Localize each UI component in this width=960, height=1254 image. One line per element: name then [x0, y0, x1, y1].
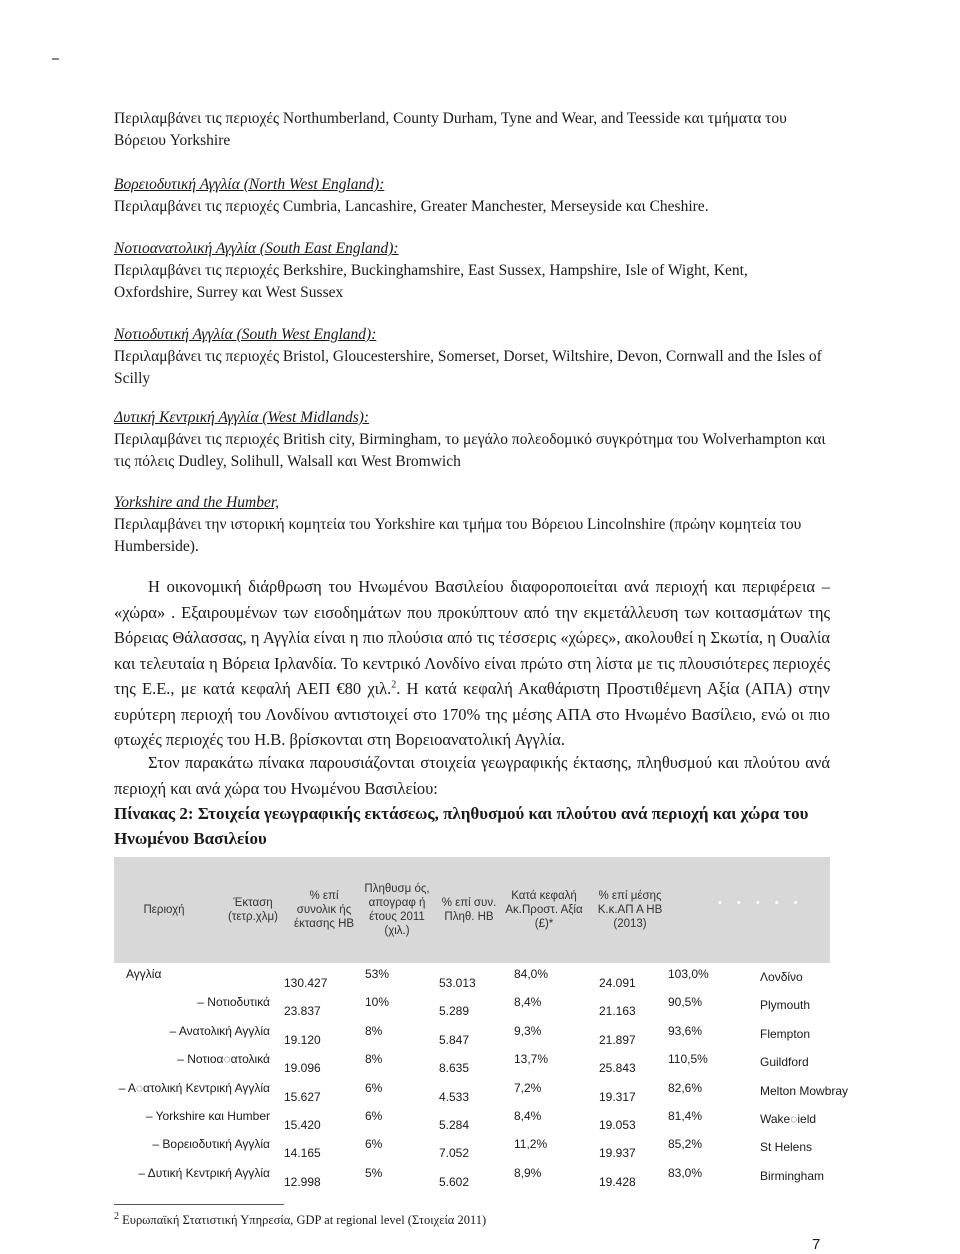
table-header	[114, 857, 830, 963]
cell-area-pct: 10%	[365, 995, 390, 1010]
regions-table	[114, 857, 849, 1194]
cell-area: 23.837	[284, 1004, 321, 1019]
economy-paragraph	[114, 574, 830, 753]
region-yorkshire	[114, 492, 830, 558]
region-heading: Νοτιοανατολική Αγγλία (South East England):	[114, 240, 399, 257]
header-area: Έκταση (τετρ.χλμ)	[227, 897, 279, 923]
cell-city: Plymouth	[760, 998, 811, 1013]
cell-gva-pct: 90,5%	[668, 995, 703, 1010]
region-text: Περιλαμβάνει τις περιοχές British city, Birmingham, το μεγάλο πολεοδομικό συγκρότημα του Wolverhampton και τις πόλεις Dudley, Solihull, Walsall και West Bromwich	[114, 431, 826, 470]
region-text: Περιλαμβάνει τις περιοχές Berkshire, Buckinghamshire, East Sussex, Hampshire, Isle of Wight, Kent, Oxfordshire, Surrey και West Sussex	[114, 262, 748, 301]
cell-area-pct: 6%	[365, 1080, 383, 1095]
table-row	[114, 967, 830, 995]
header-pop-pct: % επί συν. Πληθ. ΗΒ	[441, 897, 497, 923]
cell-area-pct: 6%	[365, 1108, 383, 1123]
cell-area: 19.120	[284, 1032, 321, 1047]
cell-gva-pct: 85,2%	[668, 1137, 703, 1152]
cell-gva: 19.053	[599, 1117, 636, 1132]
cell-gva: 19.317	[599, 1089, 636, 1104]
cell-area: 19.096	[284, 1061, 321, 1076]
region-north-west	[114, 174, 830, 218]
cell-region: Αγγλία	[126, 967, 162, 981]
region-text: Περιλαμβάνει την ιστορική κομητεία του Yorkshire και τμήμα του Βόρειου Lincolnshire (πρώην κομητεία του Humberside).	[114, 516, 802, 555]
cell-gva-pct: 110,5%	[668, 1052, 708, 1067]
table-row	[114, 1137, 830, 1165]
cell-pop-pct: 8,4%	[514, 995, 542, 1010]
cell-area-pct: 8%	[365, 1023, 383, 1038]
cell-city: Flempton	[760, 1026, 811, 1041]
cell-city: St Helens	[760, 1140, 813, 1155]
cell-pop: 8.635	[439, 1061, 470, 1076]
cell-pop: 5.284	[439, 1117, 470, 1132]
region-south-west	[114, 324, 830, 390]
cell-city: Guildford	[760, 1055, 809, 1070]
cell-gva-pct: 103,0%	[668, 967, 709, 981]
table-row	[114, 1052, 830, 1080]
cell-region: – Yorkshire και Humber	[145, 1108, 270, 1123]
cell-gva: 19.428	[599, 1174, 636, 1189]
region-text: Περιλαμβάνει τις περιοχές Cumbria, Lancashire, Greater Manchester, Merseyside και Cheshire.	[114, 198, 709, 215]
cell-region: – Νοτιοα◌ατολικά	[177, 1052, 270, 1067]
table-body	[114, 967, 849, 1194]
cell-pop: 53.013	[439, 976, 476, 990]
intro-text: Περιλαμβάνει τις περιοχές Northumberland, County Durham, Tyne and Wear, and Teesside και τμήματα του Βόρειου Yorkshire	[114, 110, 787, 149]
table-row	[114, 1109, 830, 1137]
region-heading: Δυτική Κεντρική Αγγλία (West Midlands):	[114, 409, 370, 426]
cell-gva-pct: 82,6%	[668, 1080, 703, 1095]
economy-text-b: . Η κατά κεφαλή Ακαθάριστη Προστιθέμενη Αξία (ΑΠΑ) στην ευρύτερη περιοχή του Λονδίνου αντιστοιχεί στο 170% της μέσης ΑΠΑ στο Ηνωμένο Βασίλειο, ενώ οι πιο φτωχές περιοχές του Η.Β. βρίσκονται στη Βορειοανατολική Αγγλία.	[114, 679, 830, 749]
cell-gva: 25.843	[599, 1061, 636, 1076]
cell-city: Λονδίνο	[760, 970, 803, 984]
region-west-midlands	[114, 407, 830, 473]
cell-area: 14.165	[284, 1146, 321, 1161]
table-row	[114, 1166, 830, 1194]
economy-text-a: Η οικονομική διάρθρωση του Ηνωμένου Βασιλείου διαφοροποιείται ανά περιοχή και περιφέρεια – «χώρα» . Εξαιρουμένων των εισοδημάτων που προκύπτουν από την εκμετάλλευση των κοιτασμάτων της Βόρειας Θάλασσας, η Αγγλία είναι η πιο πλούσια από τις τέσσερις «χώρες», ακολουθεί η Σκωτία, η Ουαλία και τελευταία η Βόρεια Ιρλανδία. Το κεντρικό Λονδίνο είναι πρώτο στη λίστα με τις πλουσιότερες περιοχές της Ε.Ε., με κατά κεφαλή ΑΕΠ €80 χιλ.	[114, 577, 830, 698]
cell-region: – Νοτιοδυτικά	[197, 995, 270, 1010]
cell-area: 15.627	[284, 1089, 321, 1104]
cell-area-pct: 53%	[365, 967, 390, 981]
cell-city: Melton Mowbray	[760, 1083, 849, 1098]
page-number: 7	[812, 1236, 821, 1253]
cell-pop: 5.847	[439, 1032, 470, 1047]
scan-speck	[52, 58, 59, 60]
cell-pop: 7.052	[439, 1146, 470, 1161]
footnote-divider	[114, 1204, 284, 1205]
cell-region: – Α◌ατολική Κεντρική Αγγλία	[118, 1080, 270, 1095]
footnote-text: Ευρωπαϊκή Στατιστική Υπηρεσία, GDP at regional level (Στοιχεία 2011)	[122, 1213, 487, 1227]
cell-gva: 24.091	[599, 976, 636, 990]
cell-pop-pct: 11,2%	[514, 1137, 548, 1152]
footnote-ref: 2	[391, 679, 397, 691]
header-area-pct: % επί συνολικ ής έκτασης ΗΒ	[293, 890, 355, 930]
region-heading: Yorkshire and the Humber,	[114, 494, 280, 511]
cell-area-pct: 5%	[365, 1165, 383, 1180]
cell-area: 12.998	[284, 1174, 321, 1189]
cell-region: – Δυτική Κεντρική Αγγλία	[138, 1165, 270, 1180]
cell-gva: 19.937	[599, 1146, 636, 1161]
cell-area-pct: 8%	[365, 1052, 383, 1067]
header-region: Περιοχή	[143, 904, 185, 916]
cell-pop-pct: 7,2%	[514, 1080, 542, 1095]
footnote	[114, 1212, 486, 1228]
cell-gva: 21.163	[599, 1004, 636, 1019]
cell-pop-pct: 9,3%	[514, 1023, 542, 1038]
header-city: • • • • •	[718, 897, 804, 909]
cell-pop-pct: 13,7%	[514, 1052, 549, 1067]
table-intro-paragraph: Στον παρακάτω πίνακα παρουσιάζονται στοιχεία γεωγραφικής έκτασης, πληθυσμού και πλούτου ανά περιοχή και ανά χώρα του Ηνωμένου Βασιλείου:	[114, 753, 830, 798]
cell-gva: 21.897	[599, 1032, 636, 1047]
header-gva: Κατά κεφαλή Ακ.Προστ. Αξία (£)*	[505, 890, 583, 930]
cell-pop: 5.602	[439, 1174, 470, 1189]
cell-pop: 4.533	[439, 1089, 470, 1104]
region-south-east	[114, 238, 830, 304]
cell-gva-pct: 93,6%	[668, 1023, 703, 1038]
region-heading: Βορειοδυτική Αγγλία (North West England):	[114, 176, 385, 193]
header-population: Πληθυσμ ός, απογραφ ή έτους 2011 (χιλ.)	[364, 883, 430, 937]
cell-city: Birmingham	[760, 1168, 825, 1183]
cell-gva-pct: 81,4%	[668, 1108, 703, 1123]
header-gva-pct: % επί μέσης Κ.κ.ΑΠ Α ΗΒ (2013)	[597, 890, 663, 930]
table-row	[114, 995, 830, 1023]
cell-gva-pct: 83,0%	[668, 1165, 703, 1180]
cell-area: 130.427	[284, 976, 328, 990]
footnote-number: 2	[114, 1210, 119, 1222]
cell-region: – Βορειοδυτική Αγγλία	[152, 1137, 270, 1152]
region-heading: Νοτιοδυτική Αγγλία (South West England):	[114, 326, 377, 343]
cell-area-pct: 6%	[365, 1137, 383, 1152]
cell-pop-pct: 84,0%	[514, 967, 549, 981]
cell-pop: 5.289	[439, 1004, 470, 1019]
cell-pop-pct: 8,9%	[514, 1165, 542, 1180]
table-row	[114, 1080, 849, 1109]
cell-pop-pct: 8,4%	[514, 1108, 542, 1123]
table-row	[114, 1024, 830, 1052]
region-text: Περιλαμβάνει τις περιοχές Bristol, Gloucestershire, Somerset, Dorset, Wiltshire, Devon, Cornwall and the Isles of Scilly	[114, 348, 822, 387]
table-caption: Πίνακας 2: Στοιχεία γεωγραφικής εκτάσεως, πληθυσμού και πλούτου ανά περιοχή και χώρα του Ηνωμένου Βασιλείου	[114, 804, 809, 848]
cell-city: Wake◌ield	[760, 1111, 817, 1126]
cell-area: 15.420	[284, 1117, 321, 1132]
cell-region: – Ανατολική Αγγλία	[169, 1023, 270, 1038]
